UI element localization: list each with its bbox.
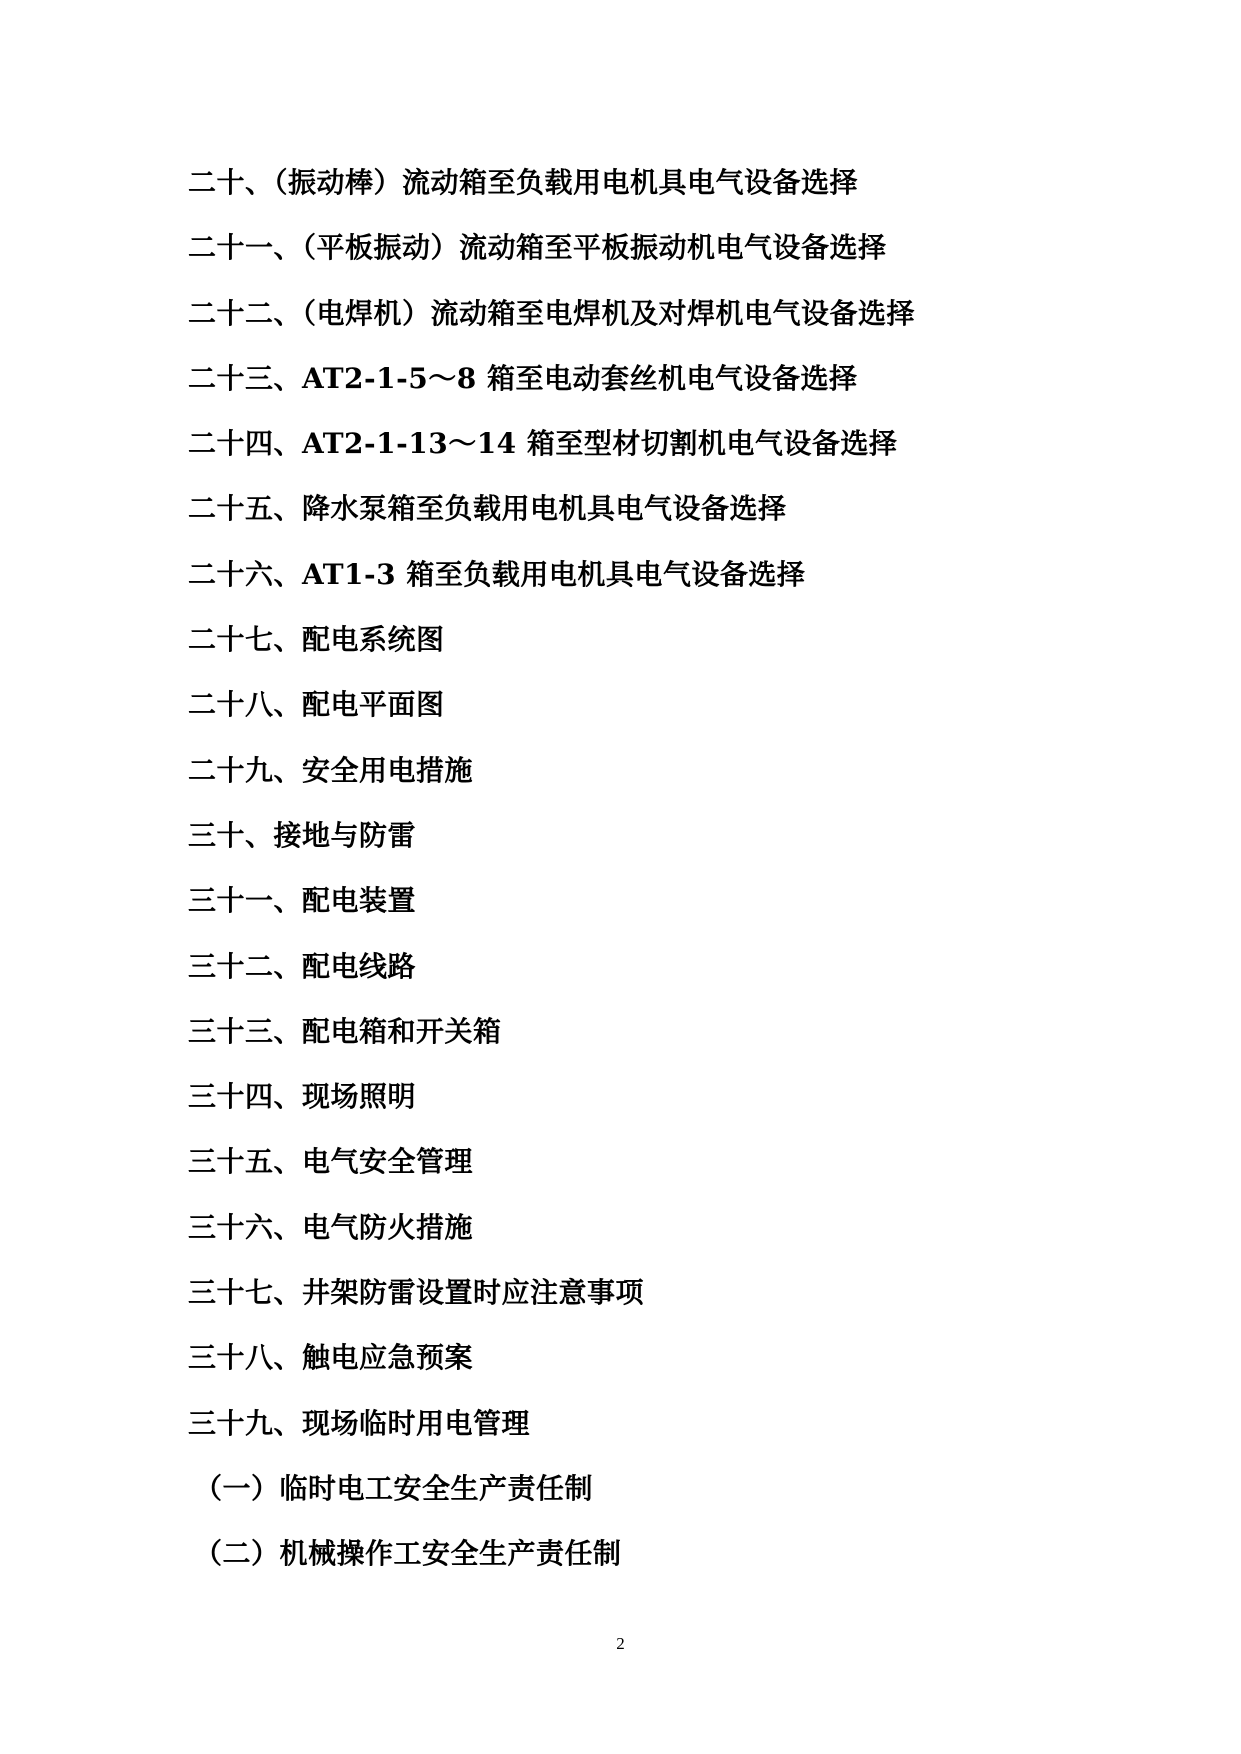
toc-item: 二十三、AT2-1-5～8 箱至电动套丝机电气设备选择 <box>188 361 858 395</box>
toc-item: 二十五、降水泵箱至负载用电机具电气设备选择 <box>188 492 787 526</box>
toc-item: 二十、（振动棒）流动箱至负载用电机具电气设备选择 <box>188 166 859 199</box>
toc-item: 三十七、井架防雷设置时应注意事项 <box>188 1276 645 1310</box>
toc-item: 二十四、AT2-1-13～14 箱至型材切割机电气设备选择 <box>188 427 898 461</box>
toc-item: 三十二、配电线路 <box>188 949 417 983</box>
toc-item: 二十一、（平板振动）流动箱至平板振动机电气设备选择 <box>188 231 887 265</box>
toc-item: 三十四、现场照明 <box>188 1080 417 1114</box>
toc-item: 三十五、电气安全管理 <box>188 1145 474 1179</box>
toc-item: 三十、接地与防雷 <box>188 818 417 852</box>
toc-item: 三十八、触电应急预案 <box>188 1341 474 1375</box>
table-of-contents <box>188 150 1188 1587</box>
toc-item: 二十二、（电焊机）流动箱至电焊机及对焊机电气设备选择 <box>188 296 916 330</box>
toc-item: 二十九、安全用电措施 <box>188 753 474 787</box>
toc-item: 三十三、配电箱和开关箱 <box>188 1014 502 1048</box>
toc-item: 二十六、AT1-3 箱至负载用电机具电气设备选择 <box>188 557 806 591</box>
toc-item: 二十八、配电平面图 <box>188 688 445 722</box>
toc-item: 三十一、配电装置 <box>188 884 417 918</box>
toc-subitem: （一）临时电工安全生产责任制 <box>194 1471 594 1505</box>
toc-item: 三十六、电气防火措施 <box>188 1210 474 1244</box>
toc-subitem: （二）机械操作工安全生产责任制 <box>194 1537 622 1571</box>
toc-item: 二十七、配电系统图 <box>188 623 445 657</box>
toc-item: 三十九、现场临时用电管理 <box>188 1406 531 1440</box>
page-number: 2 <box>616 1634 625 1653</box>
